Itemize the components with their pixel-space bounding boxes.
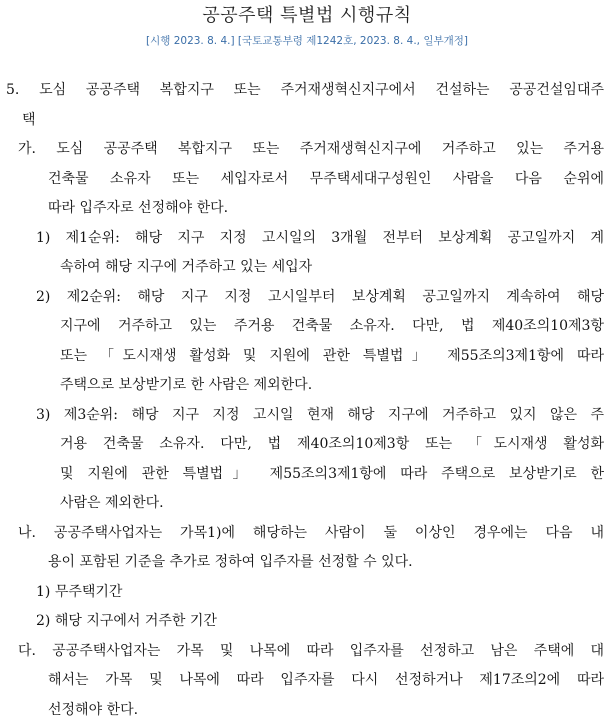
item-ga-2-line-2: 지구에 거주하고 있는 주거용 건축물 소유자. 다만, 법 제40조의10제3항	[60, 318, 604, 335]
item-na-line-1: 나. 공공주택사업자는 가목1)에 해당하는 사람이 둘 이상인 경우에는 다음 내	[18, 524, 604, 541]
item-ga-3-line-4: 사람은 제외한다.	[60, 495, 164, 512]
item-ga-2-line-3: 또는 「도시재생 활성화 및 지원에 관한 특별법」 제55조의3제1항에 따라	[60, 347, 604, 364]
item-da-line-1: 다. 공공주택사업자는 가목 및 나목에 따라 입주자를 선정하고 남은 주택에 대	[18, 642, 604, 659]
section-5-line-1: 5. 도심 공공주택 복합지구 또는 주거재생혁신지구에서 건설하는 공공건설임대주	[6, 82, 604, 98]
item-ga-3-line-1: 3) 제3순위: 해당 지구 지정 고시일 현재 해당 지구에 거주하고 있지 않은 주	[36, 406, 604, 423]
item-ga-line-2: 건축물 소유자 또는 세입자로서 무주택세대구성원인 사람을 다음 순위에	[48, 170, 604, 187]
item-ga-1-line-1: 1) 제1순위: 해당 지구 지정 고시일의 3개월 전부터 보상계획 공고일까지 계	[36, 229, 604, 246]
item-da-line-2: 해서는 가목 및 나목에 따라 입주자를 다시 선정하거나 제17조의2에 따라	[48, 672, 604, 689]
item-na-1: 1) 무주택기간	[36, 583, 123, 600]
item-na-line-2: 용이 포함된 기준을 추가로 정하여 입주자를 선정할 수 있다.	[48, 554, 413, 571]
item-na-2: 2) 해당 지구에서 거주한 기간	[36, 613, 217, 630]
item-ga-3-line-2: 거용 건축물 소유자. 다만, 법 제40조의10제3항 또는 「도시재생 활성화	[60, 436, 604, 453]
item-ga-line-3: 따라 입주자로 선정해야 한다.	[48, 200, 229, 217]
item-ga-1-line-2: 속하여 해당 지구에 거주하고 있는 세입자	[60, 259, 313, 276]
item-ga-3-line-3: 및 지원에 관한 특별법」 제55조의3제1항에 따라 주택으로 보상받기로 한	[60, 465, 604, 482]
page-title: 공공주택 특별법 시행규칙	[202, 5, 412, 26]
item-ga-line-1: 가. 도심 공공주택 복합지구 또는 주거재생혁신지구에 거주하고 있는 주거용	[18, 141, 604, 158]
item-da-line-3: 선정해야 한다.	[48, 702, 139, 718]
item-ga-2-line-4: 주택으로 보상받기로 한 사람은 제외한다.	[60, 377, 313, 394]
enforcement-info: [시행 2023. 8. 4.] [국토교통부령 제1242호, 2023. 8. 4., 일부개정]	[145, 35, 468, 47]
item-ga-2-line-1: 2) 제2순위: 해당 지구 지정 고시일부터 보상계획 공고일까지 계속하여 해당	[36, 288, 604, 305]
section-5-line-2: 택	[22, 111, 36, 128]
